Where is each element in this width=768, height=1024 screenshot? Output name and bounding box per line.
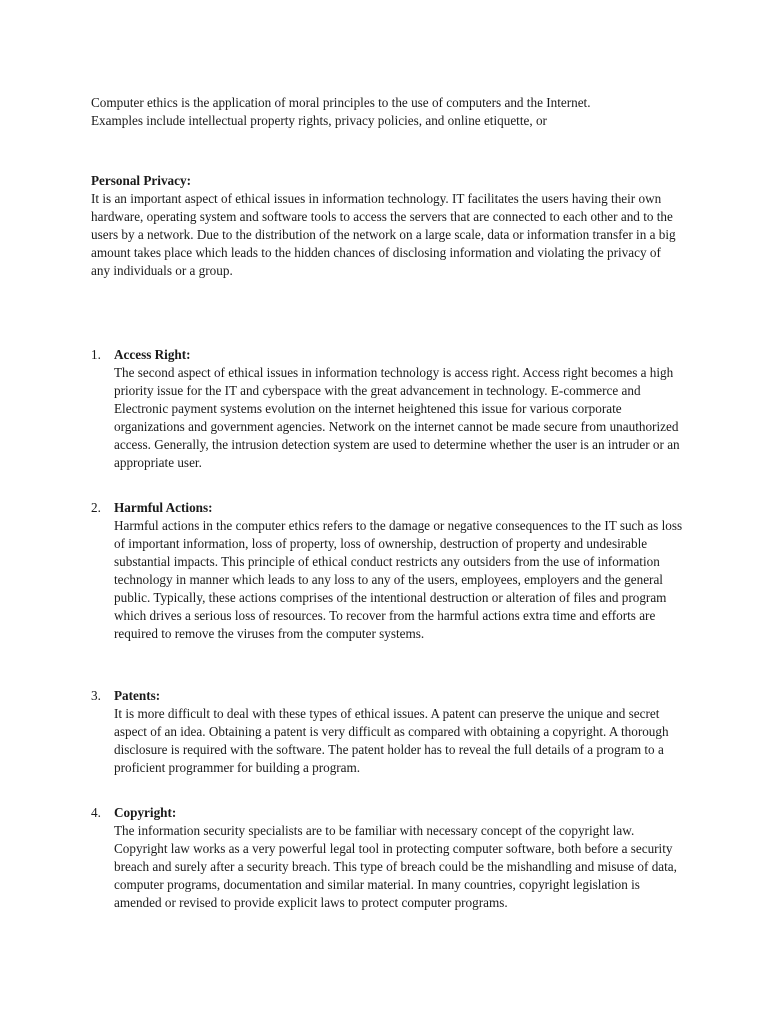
- personal-privacy-section: [91, 172, 681, 280]
- harmful-actions-body: Harmful actions in the computer ethics refers to the damage or negative consequences to the IT such as loss of important information, loss of property, loss of ownership, destruction of property and undesirable substantial impacts. This principle of ethical conduct restricts any outsiders from the use of information technology in manner which leads to any loss to any of the users, employees, employers and the general public. Typically, these actions comprises of the intentional destruction or alteration of files and program which drives a serious loss of resources. To recover from the harmful actions extra time and efforts are required to remove the viruses from the computer systems.: [114, 518, 683, 641]
- list-item-number: 1.: [91, 347, 101, 362]
- list-item-number: 3.: [91, 688, 101, 703]
- intro-line-1: Computer ethics is the application of moral principles to the use of computers and the Internet.: [91, 95, 591, 110]
- access-right-heading: Access Right:: [114, 347, 191, 362]
- patents-heading: Patents:: [114, 688, 161, 703]
- access-right-body: The second aspect of ethical issues in information technology is access right. Access right becomes a high priority issue for the IT and cyberspace with the great advancement in technology. E-commerce and Electronic payment systems evolution on the internet heightened this issue for various corporate organizations and government agencies. Network on the internet cannot be made secure from unauthorized access. Generally, the intrusion detection system are used to determine whether the user is an intruder or an appropriate user.: [114, 365, 680, 470]
- harmful-actions-heading: Harmful Actions:: [114, 500, 213, 515]
- intro-paragraph: [91, 94, 681, 130]
- personal-privacy-heading: Personal Privacy:: [91, 173, 191, 188]
- list-item-number: 4.: [91, 805, 101, 820]
- personal-privacy-body: It is an important aspect of ethical issues in information technology. IT facilitates the users having their own hardware, operating system and software tools to access the servers that are connected to each other and to the users by a network. Due to the distribution of the network on a large scale, data or information transfer in a big amount takes place which leads to the hidden chances of disclosing information and violating the privacy of any individuals or a group.: [91, 191, 676, 278]
- copyright-body: The information security specialists are to be familiar with necessary concept of the copyright law. Copyright law works as a very powerful legal tool in protecting computer software, both before a security breach and surely after a security breach. This type of breach could be the mishandling and misuse of data, computer programs, documentation and similar material. In many countries, copyright legislation is amended or revised to provide explicit laws to protect computer programs.: [114, 823, 677, 910]
- list-item-number: 2.: [91, 500, 101, 515]
- copyright-heading: Copyright:: [114, 805, 177, 820]
- intro-line-2: Examples include intellectual property rights, privacy policies, and online etiquette, or: [91, 113, 547, 128]
- patents-body: It is more difficult to deal with these types of ethical issues. A patent can preserve the unique and secret aspect of an idea. Obtaining a patent is very difficult as compared with obtaining a copyright. A thorough disclosure is required with the software. The patent holder has to reveal the full details of a program to a proficient programmer for building a program.: [114, 706, 669, 775]
